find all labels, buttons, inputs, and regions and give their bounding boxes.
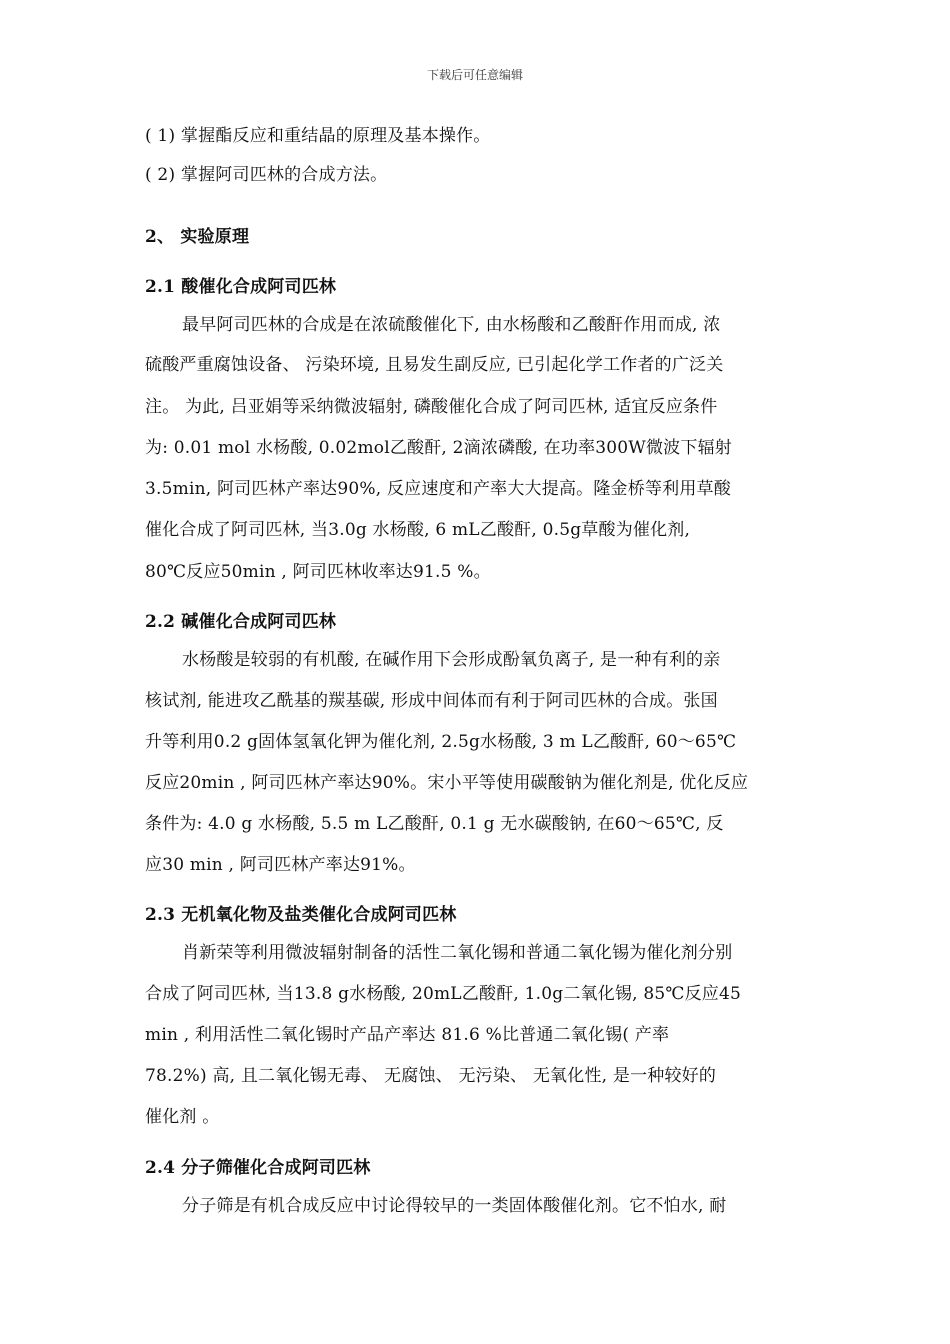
paragraph-line: min , 利用活性二氧化锡时产品产率达 81.6 %比普通二氧化锡( 产率 (145, 1025, 670, 1045)
section-2-title: 2、 实验原理 (145, 227, 250, 247)
header-note: 下载后可任意编辑 (426, 68, 523, 82)
paragraph-line: 为: 0.01 mol 水杨酸, 0.02mol乙酸酐, 2滴浓磷酸, 在功率300W微波下辐射 (145, 438, 732, 458)
paragraph-line: 硫酸严重腐蚀设备、 污染环境, 且易发生副反应, 已引起化学工作者的广泛关 (145, 355, 724, 375)
section-2-4-title: 2.4 分子筛催化合成阿司匹林 (145, 1158, 371, 1178)
paragraph-line: 水杨酸是较弱的有机酸, 在碱作用下会形成酚氧负离子, 是一种有利的亲 (182, 650, 721, 670)
objective-2: ( 2) 掌握阿司匹林的合成方法。 (145, 165, 388, 185)
paragraph-line: 催化剂 。 (145, 1107, 220, 1127)
paragraph-line: 3.5min, 阿司匹林产率达90%, 反应速度和产率大大提高。隆金桥等利用草酸 (145, 479, 731, 499)
paragraph-line: 合成了阿司匹林, 当13.8 g水杨酸, 20mL乙酸酐, 1.0g二氧化锡, 85℃反应45 (145, 984, 742, 1004)
paragraph-line: 催化合成了阿司匹林, 当3.0g 水杨酸, 6 mL乙酸酐, 0.5g草酸为催化剂, (145, 520, 691, 540)
objective-1: ( 1) 掌握酯反应和重结晶的原理及基本操作。 (145, 126, 491, 146)
paragraph-line: 最早阿司匹林的合成是在浓硫酸催化下, 由水杨酸和乙酸酐作用而成, 浓 (182, 315, 721, 335)
paragraph-line: 78.2%) 高, 且二氧化锡无毒、 无腐蚀、 无污染、 无氧化性, 是一种较好的 (145, 1066, 717, 1086)
paragraph-line: 条件为: 4.0 g 水杨酸, 5.5 m L乙酸酐, 0.1 g 无水碳酸钠, 在60～65℃, 反 (145, 814, 724, 834)
paragraph-line: 80℃反应50min , 阿司匹林收率达91.5 %。 (145, 562, 491, 582)
paragraph-line: 注。 为此, 吕亚娟等采纳微波辐射, 磷酸催化合成了阿司匹林, 适宜反应条件 (145, 397, 718, 417)
section-2-3-title: 2.3 无机氧化物及盐类催化合成阿司匹林 (145, 905, 457, 925)
paragraph-line: 核试剂, 能进攻乙酰基的羰基碳, 形成中间体而有利于阿司匹林的合成。张国 (145, 691, 718, 711)
paragraph-line: 分子筛是有机合成反应中讨论得较早的一类固体酸催化剂。它不怕水, 耐 (182, 1196, 727, 1216)
paragraph-line: 应30 min , 阿司匹林产率达91%。 (145, 855, 416, 875)
paragraph-line: 升等利用0.2 g固体氢氧化钾为催化剂, 2.5g水杨酸, 3 m L乙酸酐, 60～65℃ (145, 732, 737, 752)
paragraph-line: 肖新荣等利用微波辐射制备的活性二氧化锡和普通二氧化锡为催化剂分别 (182, 943, 733, 963)
paragraph-line: 反应20min , 阿司匹林产率达90%。宋小平等使用碳酸钠为催化剂是, 优化反应 (145, 773, 749, 793)
section-2-2-title: 2.2 碱催化合成阿司匹林 (145, 612, 337, 632)
section-2-1-title: 2.1 酸催化合成阿司匹林 (145, 277, 337, 297)
